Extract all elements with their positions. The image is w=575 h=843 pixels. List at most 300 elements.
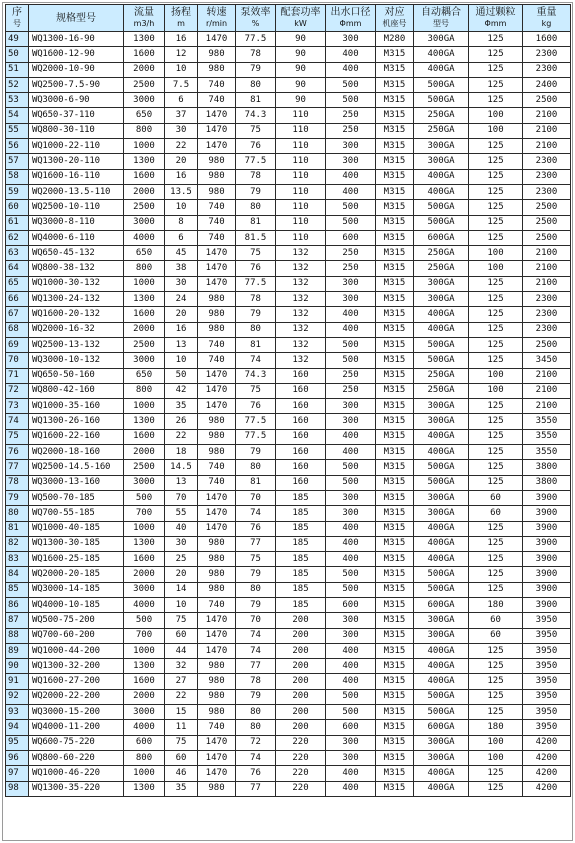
table-row: [6, 276, 571, 291]
cell-col-head: 20: [165, 154, 198, 169]
cell-col-weight: 2100: [523, 399, 571, 414]
cell-col-power: 200: [276, 628, 326, 643]
cell-col-speed: 740: [198, 460, 236, 475]
cell-col-speed: 980: [198, 445, 236, 460]
cell-col-speed: 740: [198, 337, 236, 352]
table-row: [6, 659, 571, 674]
cell-col-coupling-model: 300GA: [414, 750, 469, 765]
cell-col-efficiency: 78: [236, 674, 276, 689]
cell-col-power: 160: [276, 460, 326, 475]
cell-col-coupling-model: 300GA: [414, 490, 469, 505]
cell-col-particle-size: 100: [469, 383, 523, 398]
cell-col-weight: 4200: [523, 750, 571, 765]
cell-col-flow: 1000: [124, 521, 165, 536]
cell-col-speed: 980: [198, 567, 236, 582]
header-row: [6, 5, 571, 32]
cell-col-efficiency: 74.3: [236, 108, 276, 123]
cell-col-coupling-model: 400GA: [414, 184, 469, 199]
cell-col-index: 67: [6, 307, 29, 322]
cell-col-power: 160: [276, 475, 326, 490]
cell-col-head: 46: [165, 766, 198, 781]
cell-col-efficiency: 77.5: [236, 32, 276, 47]
cell-col-particle-size: 125: [469, 552, 523, 567]
cell-col-frame-no: M315: [376, 123, 414, 138]
table-row: [6, 383, 571, 398]
cell-col-index: 57: [6, 154, 29, 169]
cell-col-model: WQ3000-13-160: [29, 475, 124, 490]
cell-col-head: 25: [165, 552, 198, 567]
cell-col-efficiency: 80: [236, 322, 276, 337]
table-row: [6, 643, 571, 658]
cell-col-efficiency: 79: [236, 567, 276, 582]
cell-col-flow: 1300: [124, 292, 165, 307]
cell-col-index: 62: [6, 230, 29, 245]
cell-col-coupling-model: 250GA: [414, 108, 469, 123]
cell-col-index: 49: [6, 32, 29, 47]
cell-col-weight: 2300: [523, 307, 571, 322]
cell-col-frame-no: M315: [376, 215, 414, 230]
table-row: [6, 628, 571, 643]
cell-col-index: 82: [6, 536, 29, 551]
cell-col-weight: 2100: [523, 383, 571, 398]
cell-col-flow: 2000: [124, 62, 165, 77]
cell-col-model: WQ3000-10-132: [29, 353, 124, 368]
cell-col-particle-size: 125: [469, 475, 523, 490]
header-col-power: [276, 5, 326, 32]
cell-col-model: WQ1000-44-200: [29, 643, 124, 658]
cell-col-power: 185: [276, 506, 326, 521]
cell-col-head: 55: [165, 506, 198, 521]
cell-col-flow: 2000: [124, 567, 165, 582]
cell-col-index: 53: [6, 93, 29, 108]
cell-col-coupling-model: 500GA: [414, 353, 469, 368]
cell-col-weight: 4200: [523, 766, 571, 781]
cell-col-outlet-diameter: 400: [326, 674, 376, 689]
cell-col-particle-size: 125: [469, 169, 523, 184]
cell-col-power: 110: [276, 215, 326, 230]
cell-col-index: 54: [6, 108, 29, 123]
cell-col-efficiency: 70: [236, 490, 276, 505]
cell-col-weight: 2100: [523, 276, 571, 291]
header-unit: Φmm: [339, 19, 362, 28]
cell-col-flow: 1300: [124, 154, 165, 169]
cell-col-efficiency: 81: [236, 93, 276, 108]
cell-col-power: 200: [276, 705, 326, 720]
cell-col-efficiency: 77.5: [236, 154, 276, 169]
header-label: 规格型号: [56, 12, 96, 24]
table-row: [6, 597, 571, 612]
cell-col-frame-no: M315: [376, 154, 414, 169]
cell-col-coupling-model: 400GA: [414, 429, 469, 444]
cell-col-outlet-diameter: 500: [326, 582, 376, 597]
cell-col-outlet-diameter: 600: [326, 720, 376, 735]
cell-col-flow: 2000: [124, 184, 165, 199]
cell-col-flow: 3000: [124, 93, 165, 108]
cell-col-particle-size: 125: [469, 766, 523, 781]
header-label: 自动耦合: [421, 7, 461, 18]
cell-col-head: 27: [165, 674, 198, 689]
cell-col-head: 60: [165, 750, 198, 765]
header-unit: 号: [13, 19, 21, 28]
cell-col-speed: 1470: [198, 399, 236, 414]
cell-col-index: 86: [6, 597, 29, 612]
table-row: [6, 169, 571, 184]
cell-col-power: 90: [276, 32, 326, 47]
cell-col-weight: 2300: [523, 292, 571, 307]
header-label: 对应: [384, 7, 405, 18]
table-row: [6, 62, 571, 77]
cell-col-particle-size: 125: [469, 337, 523, 352]
cell-col-power: 110: [276, 123, 326, 138]
cell-col-index: 56: [6, 139, 29, 154]
cell-col-speed: 740: [198, 215, 236, 230]
header-unit: %: [251, 19, 260, 28]
cell-col-flow: 1600: [124, 674, 165, 689]
cell-col-speed: 980: [198, 154, 236, 169]
cell-col-index: 64: [6, 261, 29, 276]
header-unit: 型号: [433, 19, 449, 28]
cell-col-index: 87: [6, 613, 29, 628]
cell-col-head: 50: [165, 368, 198, 383]
cell-col-particle-size: 100: [469, 368, 523, 383]
cell-col-weight: 3900: [523, 567, 571, 582]
cell-col-flow: 2000: [124, 689, 165, 704]
cell-col-head: 24: [165, 292, 198, 307]
header-col-model: [29, 5, 124, 32]
cell-col-efficiency: 70: [236, 613, 276, 628]
cell-col-outlet-diameter: 250: [326, 246, 376, 261]
cell-col-frame-no: M315: [376, 307, 414, 322]
cell-col-particle-size: 125: [469, 184, 523, 199]
cell-col-speed: 980: [198, 307, 236, 322]
cell-col-flow: 2000: [124, 445, 165, 460]
cell-col-speed: 1470: [198, 276, 236, 291]
cell-col-weight: 2500: [523, 93, 571, 108]
cell-col-power: 160: [276, 414, 326, 429]
cell-col-particle-size: 60: [469, 506, 523, 521]
cell-col-flow: 2000: [124, 322, 165, 337]
cell-col-weight: 2100: [523, 368, 571, 383]
cell-col-frame-no: M315: [376, 337, 414, 352]
cell-col-speed: 740: [198, 93, 236, 108]
cell-col-flow: 4000: [124, 720, 165, 735]
cell-col-head: 14: [165, 582, 198, 597]
cell-col-head: 11: [165, 720, 198, 735]
cell-col-frame-no: M315: [376, 705, 414, 720]
cell-col-power: 185: [276, 521, 326, 536]
cell-col-flow: 700: [124, 628, 165, 643]
cell-col-model: WQ4000-10-185: [29, 597, 124, 612]
table-row: [6, 184, 571, 199]
cell-col-speed: 980: [198, 62, 236, 77]
header-col-index: [6, 5, 29, 32]
cell-col-outlet-diameter: 500: [326, 475, 376, 490]
header-col-frame-no: [376, 5, 414, 32]
cell-col-weight: 3950: [523, 674, 571, 689]
cell-col-outlet-diameter: 400: [326, 521, 376, 536]
cell-col-particle-size: 125: [469, 781, 523, 796]
cell-col-coupling-model: 400GA: [414, 47, 469, 62]
cell-col-outlet-diameter: 300: [326, 139, 376, 154]
table-row: [6, 475, 571, 490]
cell-col-power: 220: [276, 735, 326, 750]
cell-col-coupling-model: 500GA: [414, 582, 469, 597]
cell-col-model: WQ800-42-160: [29, 383, 124, 398]
cell-col-power: 110: [276, 230, 326, 245]
cell-col-coupling-model: 400GA: [414, 169, 469, 184]
cell-col-efficiency: 75: [236, 383, 276, 398]
cell-col-efficiency: 76: [236, 521, 276, 536]
cell-col-model: WQ700-60-200: [29, 628, 124, 643]
cell-col-head: 22: [165, 429, 198, 444]
table-row: [6, 521, 571, 536]
cell-col-frame-no: M315: [376, 659, 414, 674]
cell-col-coupling-model: 400GA: [414, 659, 469, 674]
cell-col-frame-no: M315: [376, 536, 414, 551]
cell-col-efficiency: 77.5: [236, 276, 276, 291]
cell-col-index: 77: [6, 460, 29, 475]
cell-col-frame-no: M315: [376, 689, 414, 704]
cell-col-power: 200: [276, 689, 326, 704]
cell-col-efficiency: 79: [236, 62, 276, 77]
header-unit: m: [177, 19, 185, 28]
cell-col-coupling-model: 400GA: [414, 552, 469, 567]
cell-col-outlet-diameter: 400: [326, 322, 376, 337]
table-row: [6, 353, 571, 368]
cell-col-model: WQ2000-22-200: [29, 689, 124, 704]
cell-col-efficiency: 75: [236, 552, 276, 567]
cell-col-outlet-diameter: 500: [326, 200, 376, 215]
cell-col-efficiency: 74: [236, 506, 276, 521]
cell-col-efficiency: 80: [236, 200, 276, 215]
cell-col-coupling-model: 400GA: [414, 521, 469, 536]
cell-col-frame-no: M315: [376, 47, 414, 62]
cell-col-flow: 1300: [124, 32, 165, 47]
cell-col-model: WQ3000-6-90: [29, 93, 124, 108]
cell-col-outlet-diameter: 400: [326, 169, 376, 184]
cell-col-particle-size: 125: [469, 154, 523, 169]
cell-col-speed: 740: [198, 475, 236, 490]
cell-col-efficiency: 77: [236, 781, 276, 796]
cell-col-coupling-model: 500GA: [414, 337, 469, 352]
cell-col-particle-size: 125: [469, 674, 523, 689]
cell-col-speed: 740: [198, 720, 236, 735]
cell-col-coupling-model: 400GA: [414, 674, 469, 689]
header-unit: kg: [541, 19, 552, 28]
header-unit: kW: [294, 19, 307, 28]
table-row: [6, 307, 571, 322]
cell-col-model: WQ4000-11-200: [29, 720, 124, 735]
cell-col-index: 90: [6, 659, 29, 674]
cell-col-flow: 1000: [124, 766, 165, 781]
cell-col-outlet-diameter: 500: [326, 353, 376, 368]
cell-col-coupling-model: 300GA: [414, 154, 469, 169]
cell-col-head: 30: [165, 276, 198, 291]
table-row: [6, 368, 571, 383]
cell-col-efficiency: 81: [236, 475, 276, 490]
header-col-coupling-model: [414, 5, 469, 32]
cell-col-efficiency: 76: [236, 766, 276, 781]
cell-col-speed: 1470: [198, 750, 236, 765]
cell-col-particle-size: 125: [469, 643, 523, 658]
table-row: [6, 246, 571, 261]
cell-col-power: 132: [276, 246, 326, 261]
header-label: 通过颗粒: [475, 7, 516, 18]
cell-col-efficiency: 74: [236, 628, 276, 643]
cell-col-head: 60: [165, 628, 198, 643]
cell-col-index: 75: [6, 429, 29, 444]
cell-col-head: 6: [165, 230, 198, 245]
cell-col-frame-no: M315: [376, 169, 414, 184]
cell-col-index: 50: [6, 47, 29, 62]
cell-col-index: 88: [6, 628, 29, 643]
cell-col-frame-no: M315: [376, 613, 414, 628]
cell-col-outlet-diameter: 250: [326, 108, 376, 123]
cell-col-efficiency: 78: [236, 47, 276, 62]
table-row: [6, 230, 571, 245]
cell-col-power: 132: [276, 322, 326, 337]
cell-col-frame-no: M315: [376, 108, 414, 123]
cell-col-speed: 740: [198, 200, 236, 215]
cell-col-index: 59: [6, 184, 29, 199]
table-row: [6, 261, 571, 276]
header-label: 重量: [536, 7, 557, 18]
cell-col-particle-size: 125: [469, 689, 523, 704]
cell-col-particle-size: 125: [469, 230, 523, 245]
cell-col-coupling-model: 300GA: [414, 628, 469, 643]
cell-col-flow: 1300: [124, 536, 165, 551]
cell-col-particle-size: 100: [469, 246, 523, 261]
cell-col-frame-no: M315: [376, 184, 414, 199]
cell-col-index: 65: [6, 276, 29, 291]
cell-col-power: 160: [276, 445, 326, 460]
cell-col-coupling-model: 400GA: [414, 781, 469, 796]
cell-col-frame-no: M315: [376, 597, 414, 612]
cell-col-index: 79: [6, 490, 29, 505]
cell-col-weight: 2300: [523, 154, 571, 169]
cell-col-coupling-model: 400GA: [414, 643, 469, 658]
cell-col-outlet-diameter: 300: [326, 414, 376, 429]
cell-col-power: 200: [276, 720, 326, 735]
cell-col-efficiency: 77.5: [236, 414, 276, 429]
table-row: [6, 781, 571, 796]
cell-col-model: WQ1300-30-185: [29, 536, 124, 551]
cell-col-particle-size: 125: [469, 307, 523, 322]
cell-col-weight: 2500: [523, 200, 571, 215]
cell-col-speed: 980: [198, 659, 236, 674]
cell-col-coupling-model: 500GA: [414, 77, 469, 92]
cell-col-coupling-model: 500GA: [414, 705, 469, 720]
cell-col-head: 10: [165, 353, 198, 368]
table-row: [6, 32, 571, 47]
cell-col-coupling-model: 300GA: [414, 32, 469, 47]
cell-col-particle-size: 100: [469, 108, 523, 123]
cell-col-power: 185: [276, 536, 326, 551]
cell-col-index: 91: [6, 674, 29, 689]
table-row: [6, 77, 571, 92]
cell-col-speed: 740: [198, 597, 236, 612]
cell-col-speed: 1470: [198, 628, 236, 643]
cell-col-particle-size: 125: [469, 582, 523, 597]
cell-col-head: 26: [165, 414, 198, 429]
cell-col-frame-no: M315: [376, 475, 414, 490]
cell-col-power: 132: [276, 307, 326, 322]
cell-col-speed: 980: [198, 674, 236, 689]
cell-col-model: WQ2500-13-132: [29, 337, 124, 352]
cell-col-coupling-model: 500GA: [414, 93, 469, 108]
cell-col-speed: 980: [198, 781, 236, 796]
cell-col-particle-size: 125: [469, 62, 523, 77]
cell-col-head: 16: [165, 169, 198, 184]
cell-col-power: 185: [276, 567, 326, 582]
header-col-flow: [124, 5, 165, 32]
cell-col-flow: 3000: [124, 215, 165, 230]
cell-col-frame-no: M315: [376, 399, 414, 414]
cell-col-weight: 3550: [523, 429, 571, 444]
cell-col-weight: 3550: [523, 414, 571, 429]
cell-col-power: 110: [276, 200, 326, 215]
cell-col-head: 22: [165, 139, 198, 154]
cell-col-index: 94: [6, 720, 29, 735]
cell-col-frame-no: M315: [376, 200, 414, 215]
cell-col-speed: 1470: [198, 613, 236, 628]
cell-col-speed: 980: [198, 689, 236, 704]
header-col-head: [165, 5, 198, 32]
cell-col-efficiency: 72: [236, 735, 276, 750]
cell-col-coupling-model: 400GA: [414, 766, 469, 781]
cell-col-power: 90: [276, 62, 326, 77]
cell-col-power: 110: [276, 154, 326, 169]
cell-col-flow: 1000: [124, 276, 165, 291]
cell-col-weight: 3950: [523, 613, 571, 628]
cell-col-head: 20: [165, 307, 198, 322]
cell-col-frame-no: M315: [376, 445, 414, 460]
cell-col-flow: 500: [124, 613, 165, 628]
cell-col-head: 35: [165, 399, 198, 414]
cell-col-index: 98: [6, 781, 29, 796]
cell-col-head: 70: [165, 490, 198, 505]
cell-col-frame-no: M315: [376, 521, 414, 536]
cell-col-coupling-model: 400GA: [414, 322, 469, 337]
cell-col-model: WQ1300-35-220: [29, 781, 124, 796]
cell-col-index: 69: [6, 337, 29, 352]
cell-col-model: WQ2000-13.5-110: [29, 184, 124, 199]
cell-col-particle-size: 125: [469, 705, 523, 720]
cell-col-model: WQ2500-10-110: [29, 200, 124, 215]
cell-col-speed: 1470: [198, 643, 236, 658]
cell-col-weight: 2100: [523, 108, 571, 123]
cell-col-model: WQ2500-7.5-90: [29, 77, 124, 92]
cell-col-model: WQ4000-6-110: [29, 230, 124, 245]
cell-col-particle-size: 125: [469, 47, 523, 62]
cell-col-weight: 3900: [523, 521, 571, 536]
cell-col-head: 7.5: [165, 77, 198, 92]
table-row: [6, 536, 571, 551]
cell-col-power: 160: [276, 368, 326, 383]
cell-col-flow: 700: [124, 506, 165, 521]
cell-col-power: 200: [276, 659, 326, 674]
table-row: [6, 750, 571, 765]
cell-col-coupling-model: 600GA: [414, 720, 469, 735]
cell-col-flow: 1600: [124, 307, 165, 322]
cell-col-frame-no: M315: [376, 62, 414, 77]
cell-col-speed: 980: [198, 705, 236, 720]
cell-col-head: 42: [165, 383, 198, 398]
cell-col-power: 110: [276, 139, 326, 154]
cell-col-particle-size: 125: [469, 77, 523, 92]
cell-col-frame-no: M315: [376, 490, 414, 505]
cell-col-index: 85: [6, 582, 29, 597]
